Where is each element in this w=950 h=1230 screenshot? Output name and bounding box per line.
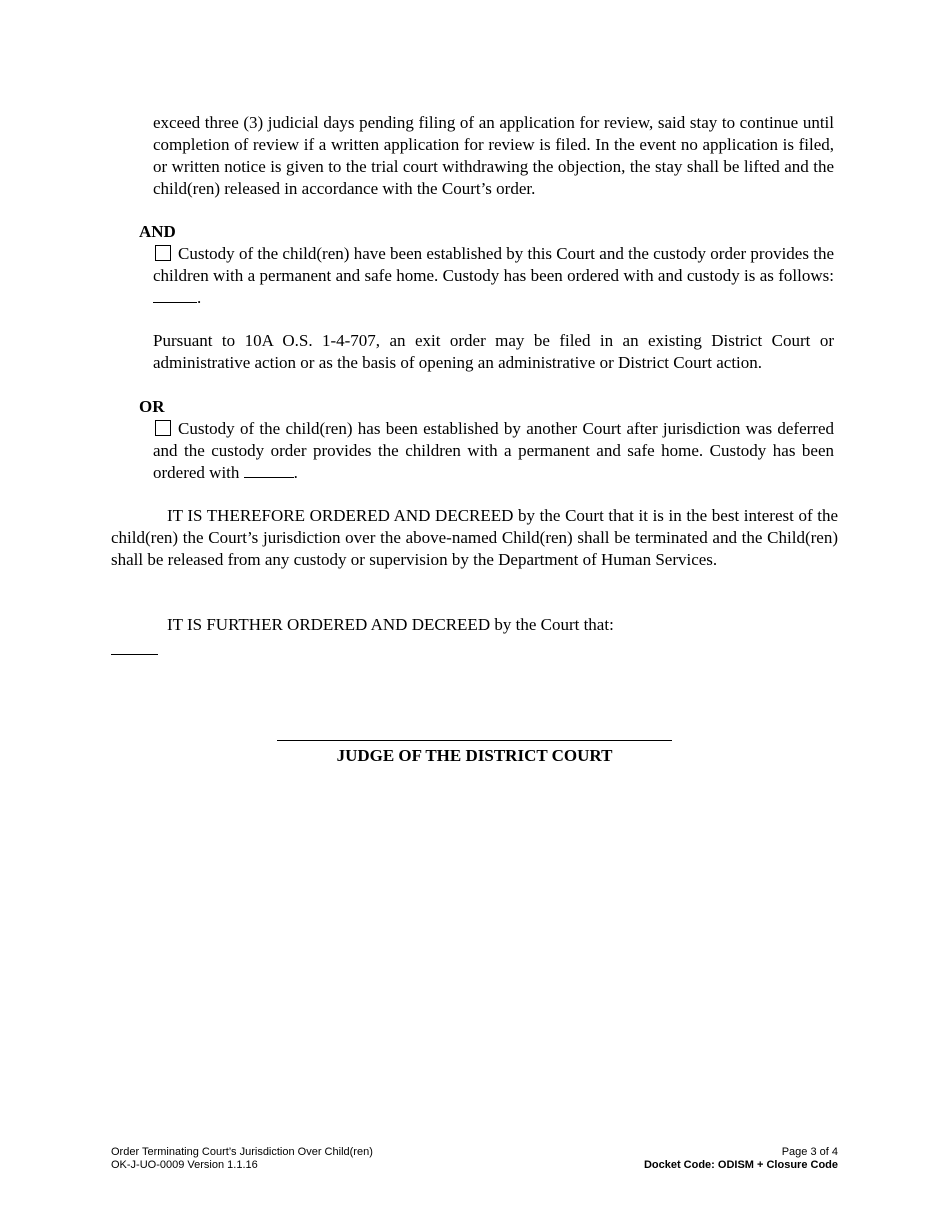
custody-blank-2[interactable] [244,463,294,478]
footer-right [644,1146,838,1172]
judge-signature-line[interactable] [277,740,672,741]
conjunction-and: AND [139,222,176,241]
option-1-text: Custody of the child(ren) have been established by this Court and the custody order provides the children with a permanent and safe home. Custody has been ordered with and custody is as follows: [153,244,834,285]
therefore-paragraph: IT IS THEREFORE ORDERED AND DECREED by the Court that it is in the best interest of the child(ren) the Court’s jurisdiction over the above-named Child(ren) shall be terminated and the Child(ren) shall be released from any custody or supervision by the Department of Human Services. [111,506,838,569]
option-2-checkbox[interactable] [155,420,171,436]
footer-form-title: Order Terminating Court’s Jurisdiction Over Child(ren) [111,1146,373,1158]
further-paragraph: IT IS FURTHER ORDERED AND DECREED by the Court that: [167,615,614,634]
footer-page-number: Page 3 of 4 [781,1146,838,1158]
stay-paragraph: exceed three (3) judicial days pending filing of an application for review, said stay to continue until completion of review if a written application for review is filed. In the event no application is filed, or written notice is given to the trial court withdrawing the objection, the stay shall be lifted and the child(ren) released in accordance with the Court’s order. [153,113,834,198]
footer-left [111,1146,373,1172]
pursuant-paragraph: Pursuant to 10A O.S. 1-4-707, an exit order may be filed in an existing District Court or administrative action or as the basis of opening an administrative or District Court action. [153,331,834,372]
footer-form-id: OK-J-UO-0009 Version 1.1.16 [111,1159,258,1171]
judge-signature-title: JUDGE OF THE DISTRICT COURT [336,746,613,765]
further-order-blank[interactable] [111,654,158,655]
option-1-paragraph [153,243,834,309]
custody-blank-1[interactable] [153,288,197,303]
conjunction-or: OR [139,397,165,416]
option-1-checkbox[interactable] [155,245,171,261]
footer-docket-code: Docket Code: ODISM + Closure Code [643,1159,838,1171]
option-2-end: . [293,463,298,482]
option-2-text: Custody of the child(ren) has been established by another Court after jurisdiction was deferred and the custody order provides the children with a permanent and safe home. Custody has been ordered with [153,419,834,482]
option-2-paragraph [153,418,834,484]
option-1-end: . [197,288,202,307]
